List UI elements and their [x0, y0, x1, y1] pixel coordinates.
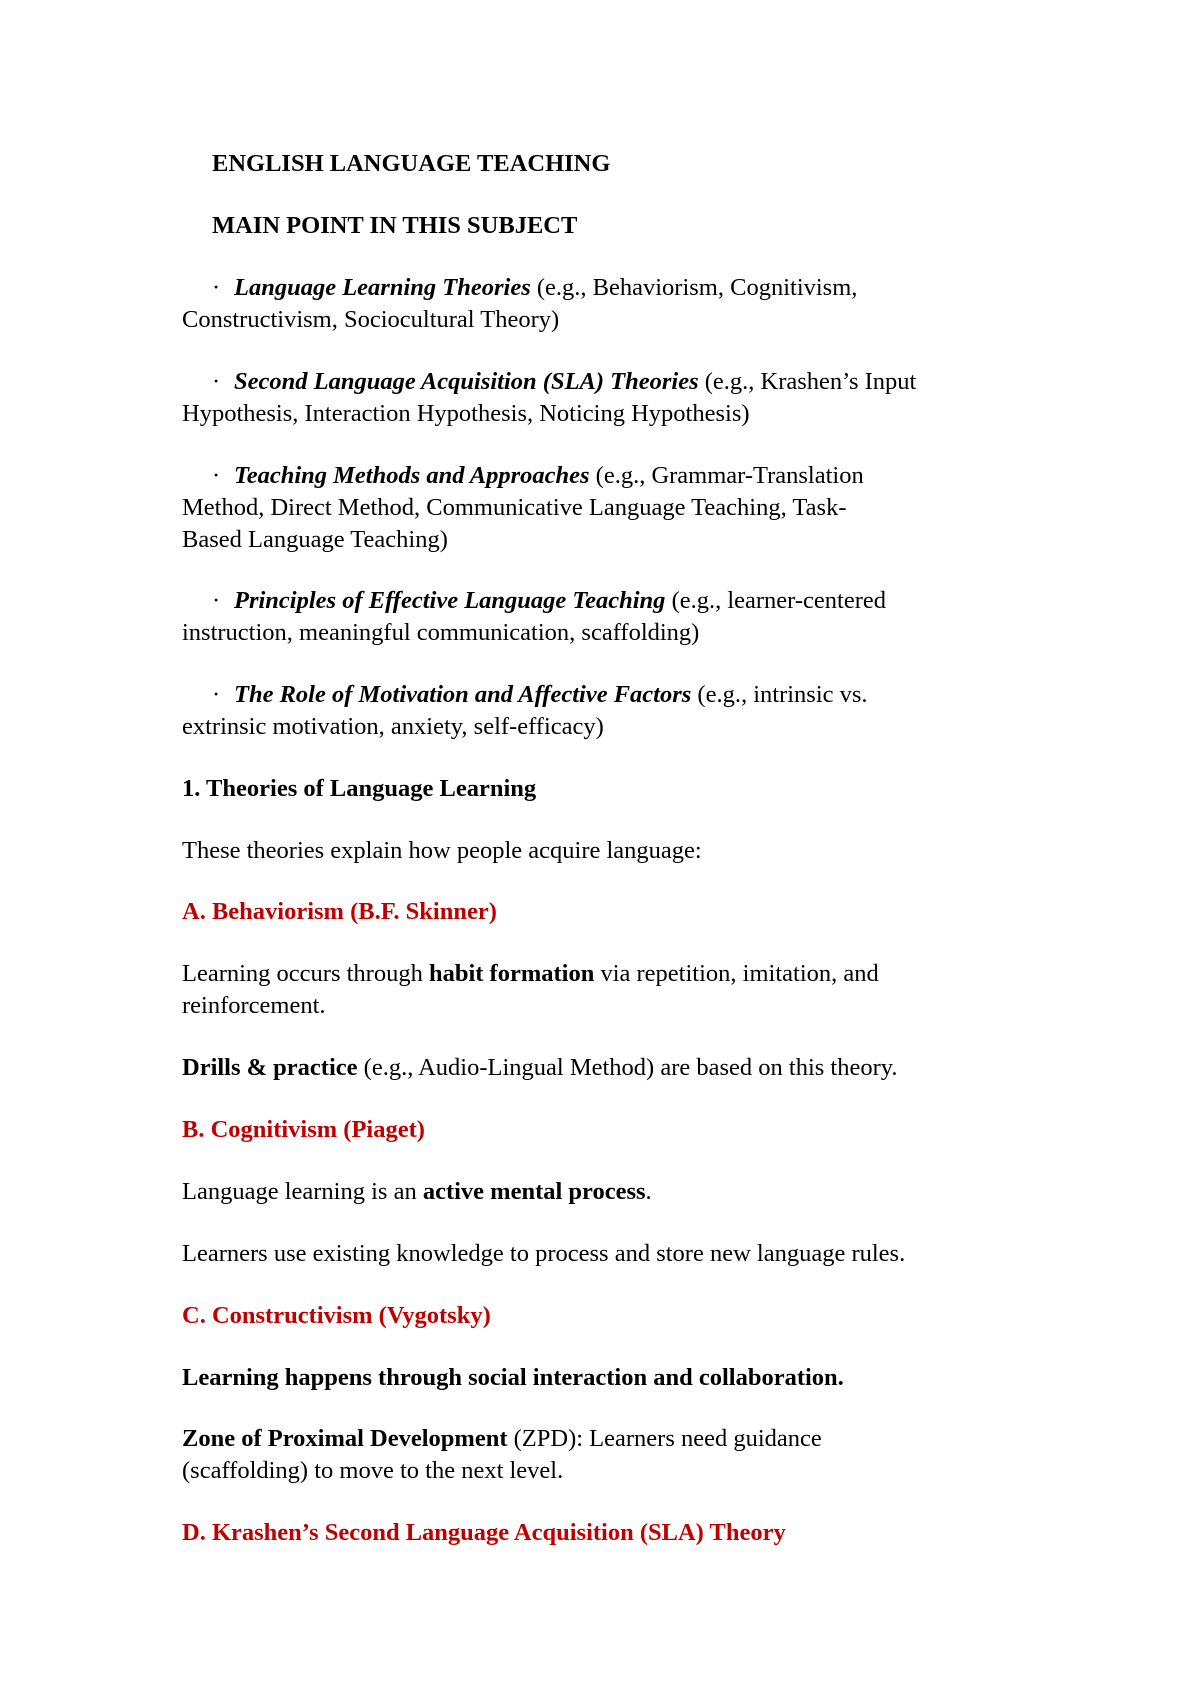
bullet-item	[212, 460, 864, 492]
bullet-text: (e.g., Grammar-Translation	[589, 462, 864, 489]
bullet-text-continued: Method, Direct Method, Communicative Language Teaching, Task-	[182, 494, 847, 521]
bullet-term: Language Learning Theories	[234, 274, 531, 301]
paragraph-text: Learners use existing knowledge to process and store new language rules.	[182, 1240, 906, 1267]
paragraph	[182, 1423, 822, 1455]
bullet-text-continued: Hypothesis, Interaction Hypothesis, Noticing Hypothesis)	[182, 400, 750, 427]
bullet-text: (e.g., Behaviorism, Cognitivism,	[530, 274, 858, 301]
bullet-text-continued: extrinsic motivation, anxiety, self-efficacy)	[182, 713, 604, 740]
subsection-heading-krashen: D. Krashen’s Second Language Acquisition (SLA) Theory	[182, 1519, 786, 1546]
emphasis-text: active mental process	[422, 1178, 646, 1205]
document-subtitle: MAIN POINT IN THIS SUBJECT	[212, 212, 578, 239]
paragraph-text: .	[645, 1178, 652, 1205]
paragraph-text: (ZPD):	[507, 1425, 584, 1452]
bullet-text: (e.g., learner-centered	[665, 587, 886, 614]
paragraph-text: Learning happens through social interaction and collaboration.	[182, 1364, 844, 1391]
bullet-text: (e.g., intrinsic vs.	[691, 681, 868, 708]
paragraph-text: Learning occurs through	[182, 960, 429, 987]
paragraph-text-continued: (scaffolding) to move to the next level.	[182, 1457, 564, 1484]
paragraph	[182, 1052, 898, 1084]
bullet-text: (e.g., Krashen’s Input	[698, 368, 917, 395]
bullet-dot: ·	[212, 274, 221, 301]
bullet-text-continued: instruction, meaningful communication, scaffolding)	[182, 619, 700, 646]
bullet-item	[212, 272, 857, 304]
bullet-term: Second Language Acquisition (SLA) Theories	[234, 368, 699, 395]
paragraph-text-continued: reinforcement.	[182, 992, 326, 1019]
paragraph-text: Language learning is an	[182, 1178, 423, 1205]
emphasis-text: habit formation	[428, 960, 595, 987]
bullet-item	[212, 679, 868, 711]
subsection-heading-cognitivism: B. Cognitivism (Piaget)	[182, 1116, 425, 1143]
bullet-item	[212, 366, 916, 398]
emphasis-text: Drills & practice	[182, 1054, 358, 1081]
paragraph-text: Learners need guidance	[583, 1425, 822, 1452]
emphasis-text: Zone of Proximal Development	[182, 1425, 508, 1452]
subsection-heading-constructivism: C. Constructivism (Vygotsky)	[182, 1302, 491, 1329]
bullet-dot: ·	[212, 681, 221, 708]
section-intro: These theories explain how people acquire language:	[182, 837, 702, 864]
paragraph	[182, 958, 879, 990]
bullet-term: The Role of Motivation and Affective Factors	[234, 681, 692, 708]
bullet-text-continued: Based Language Teaching)	[182, 526, 448, 553]
paragraph	[182, 1176, 652, 1208]
bullet-dot: ·	[212, 587, 221, 614]
paragraph-text: (e.g., Audio-Lingual Method) are based on this theory.	[357, 1054, 898, 1081]
section-heading: 1. Theories of Language Learning	[182, 775, 537, 802]
bullet-item	[212, 585, 886, 617]
paragraph-text: via repetition, imitation, and	[594, 960, 879, 987]
bullet-dot: ·	[212, 462, 221, 489]
document-title: ENGLISH LANGUAGE TEACHING	[212, 150, 611, 177]
bullet-term: Principles of Effective Language Teaching	[234, 587, 666, 614]
bullet-text-continued: Constructivism, Sociocultural Theory)	[182, 306, 560, 333]
bullet-term: Teaching Methods and Approaches	[234, 462, 590, 489]
subsection-heading-behaviorism: A. Behaviorism (B.F. Skinner)	[182, 898, 497, 925]
bullet-dot: ·	[212, 368, 221, 395]
